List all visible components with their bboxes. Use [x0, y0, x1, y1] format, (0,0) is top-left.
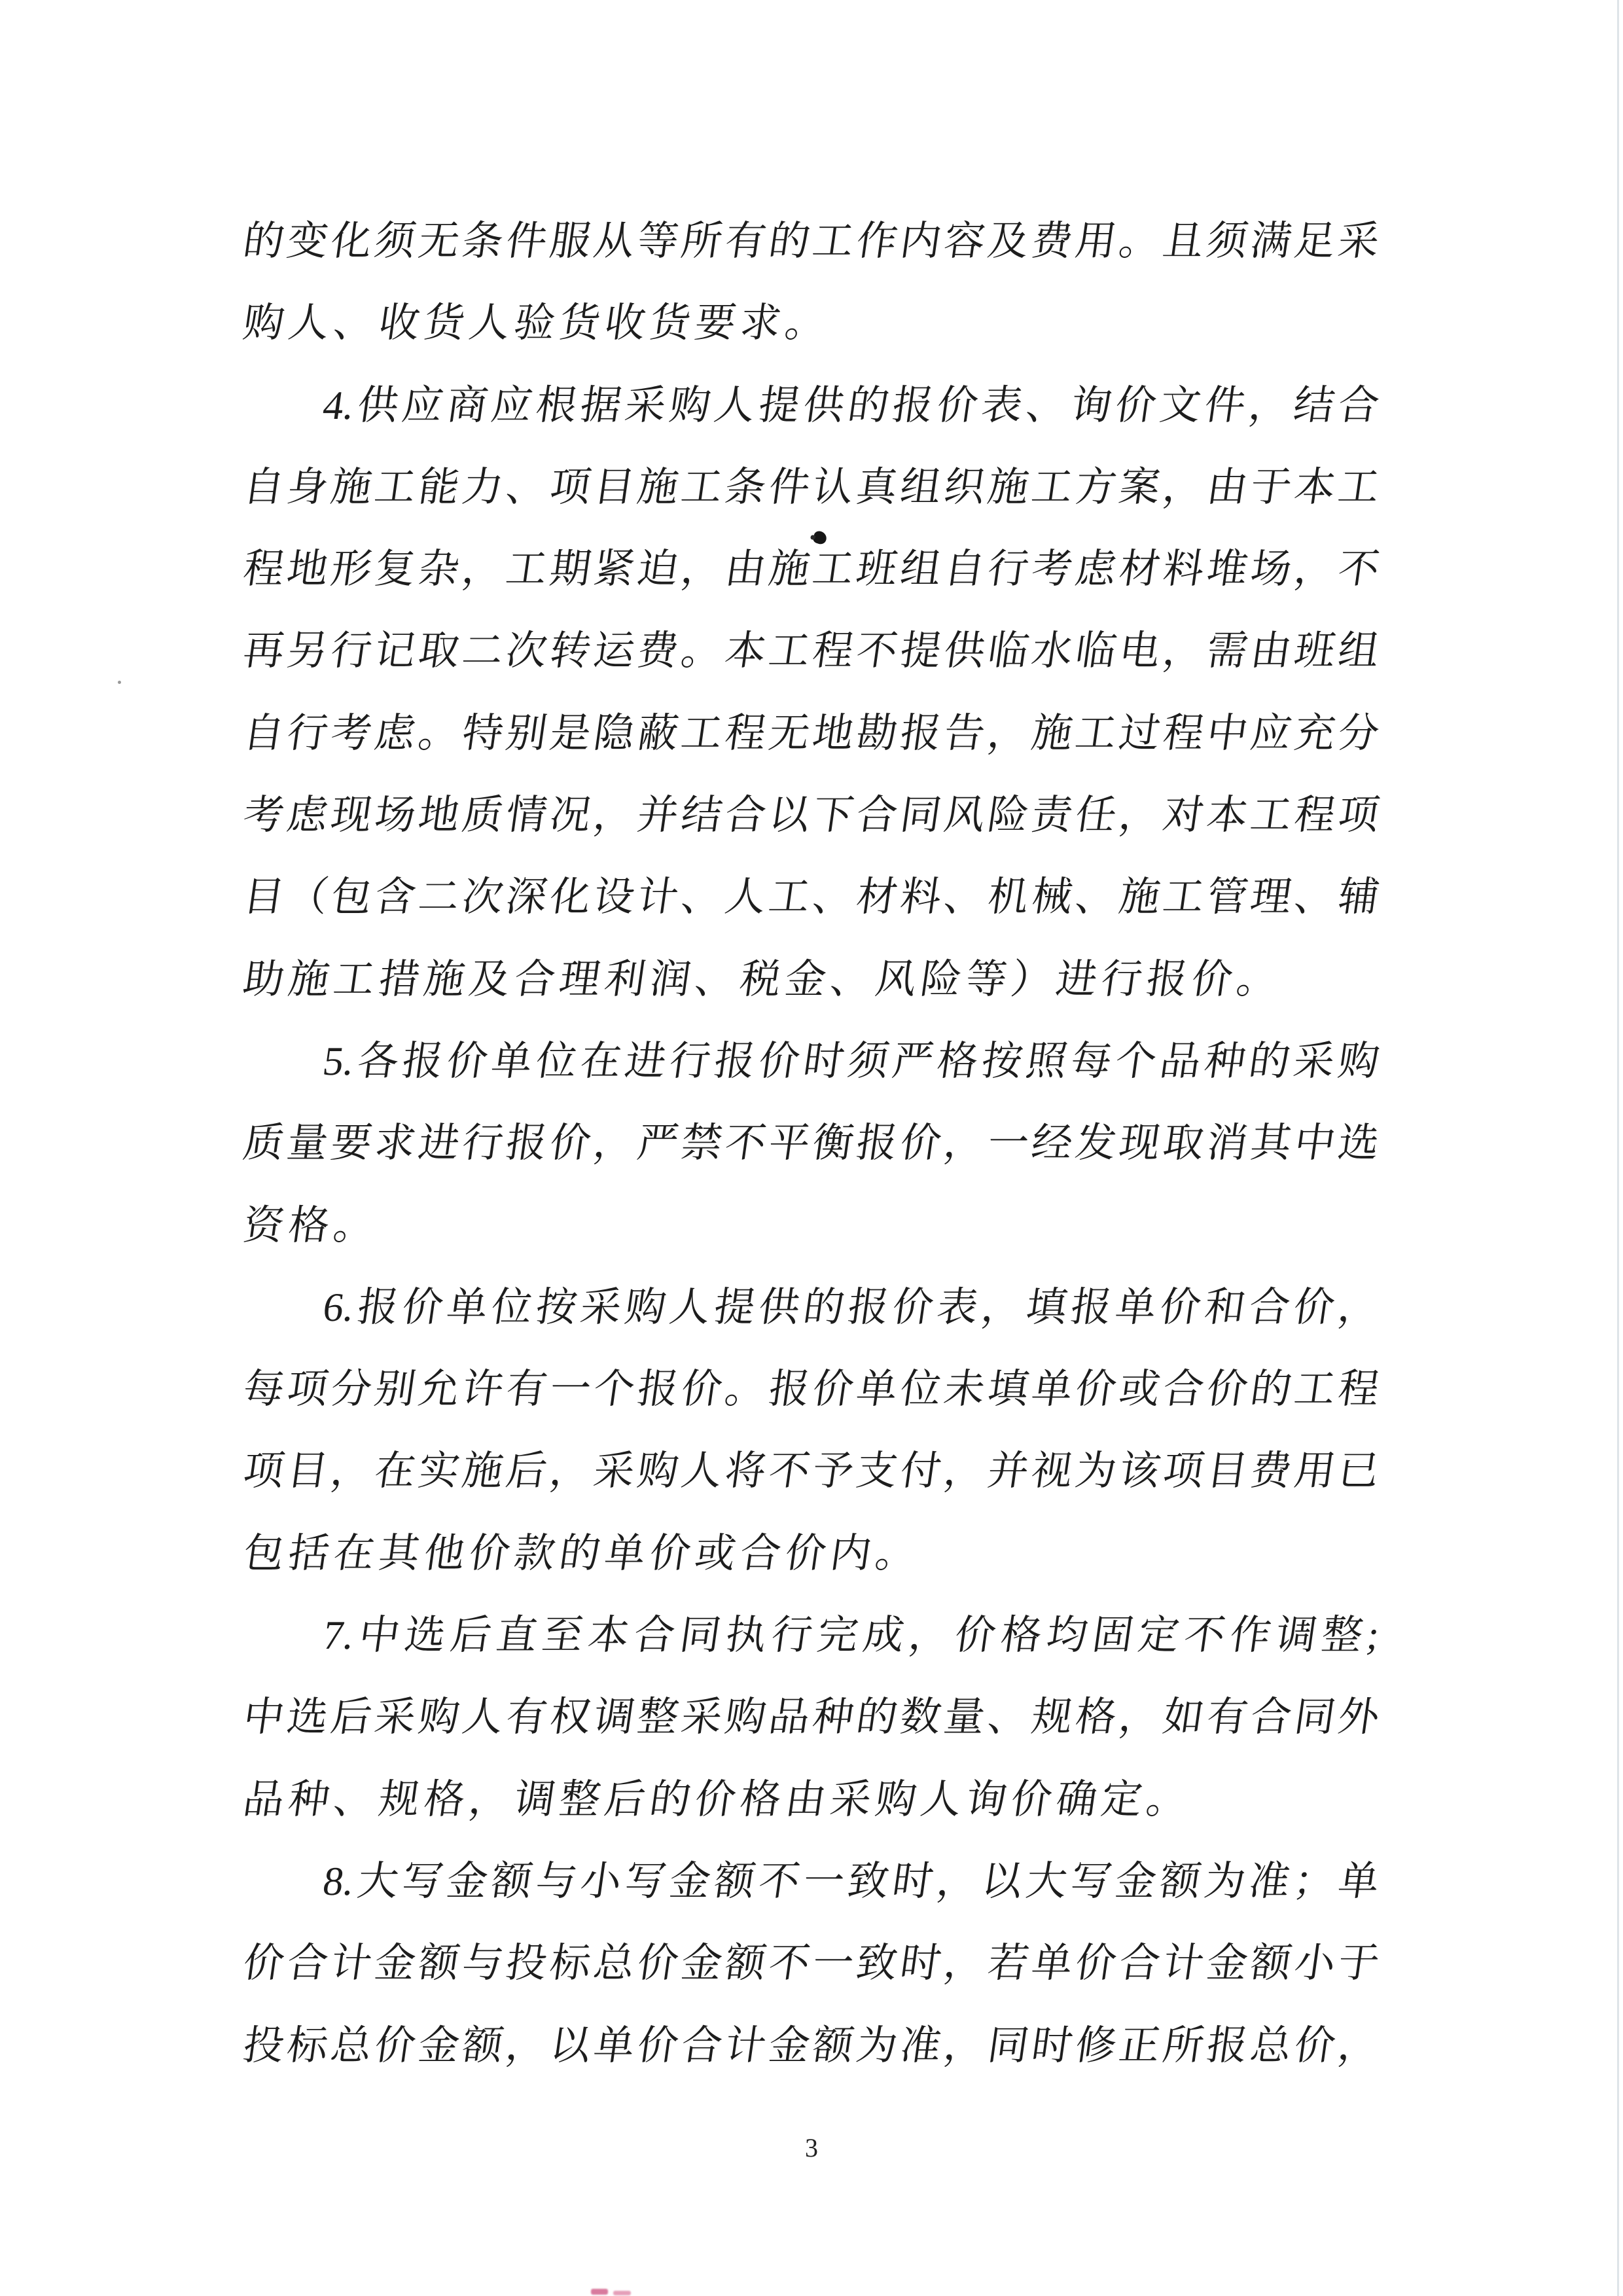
text-line: 自行考虑。特别是隐蔽工程无地勘报告，施工过程中应充分 [240, 711, 1382, 756]
text-block [240, 201, 1382, 2087]
text-line: 品种、规格，调整后的价格由采购人询价确定。 [240, 1777, 1195, 1822]
text-line: 的变化须无条件服从等所有的工作内容及费用。且须满足采 [240, 219, 1382, 264]
text-line: 5.各报价单位在进行报价时须严格按照每个品种的采购 [320, 1039, 1382, 1084]
text-line: 包括在其他价款的单价或合价内。 [240, 1531, 924, 1576]
dust-speck-artifact [118, 681, 121, 684]
text-line: 投标总价金额，以单价合计金额为准，同时修正所报总价， [240, 2023, 1382, 2068]
text-line: 目（包含二次深化设计、人工、材料、机械、施工管理、辅 [240, 875, 1382, 920]
text-line: 质量要求进行报价，严禁不平衡报价，一经发现取消其中选 [240, 1121, 1382, 1166]
text-line: 考虑现场地质情况，并结合以下合同风险责任，对本工程项 [240, 793, 1382, 838]
text-line: 再另行记取二次转运费。本工程不提供临水临电，需由班组 [240, 629, 1382, 674]
pink-smudge-artifact [613, 2291, 631, 2295]
text-line: 6.报价单位按采购人提供的报价表，填报单价和合价， [320, 1285, 1382, 1330]
text-line: 7.中选后直至本合同执行完成，价格均固定不作调整; [320, 1613, 1382, 1659]
text-line: 项目，在实施后，采购人将不予支付，并视为该项目费用已 [240, 1449, 1382, 1494]
scan-edge-artifact [1617, 0, 1619, 2296]
text-line: 每项分别允许有一个报价。报价单位未填单价或合价的工程 [240, 1367, 1382, 1412]
text-line: 资格。 [240, 1203, 382, 1248]
text-line: 购人、收货人验货收货要求。 [240, 301, 834, 346]
text-line: 价合计金额与投标总价金额不一致时，若单价合计金额小于 [240, 1941, 1382, 1986]
text-line: 中选后采购人有权调整采购品种的数量、规格，如有合同外 [240, 1695, 1382, 1740]
page-number: 3 [805, 2133, 818, 2162]
text-line: 自身施工能力、项目施工条件认真组织施工方案，由于本工 [240, 465, 1382, 510]
text-line: 4.供应商应根据采购人提供的报价表、询价文件，结合 [320, 383, 1382, 428]
text-line: 助施工措施及合理利润、税金、风险等）进行报价。 [240, 957, 1285, 1002]
text-line: 8.大写金额与小写金额不一致时，以大写金额为准；单 [320, 1859, 1382, 1904]
text-line: 程地形复杂，工期紧迫，由施工班组自行考虑材料堆场，不 [240, 547, 1382, 592]
pink-smudge-artifact [591, 2289, 608, 2295]
